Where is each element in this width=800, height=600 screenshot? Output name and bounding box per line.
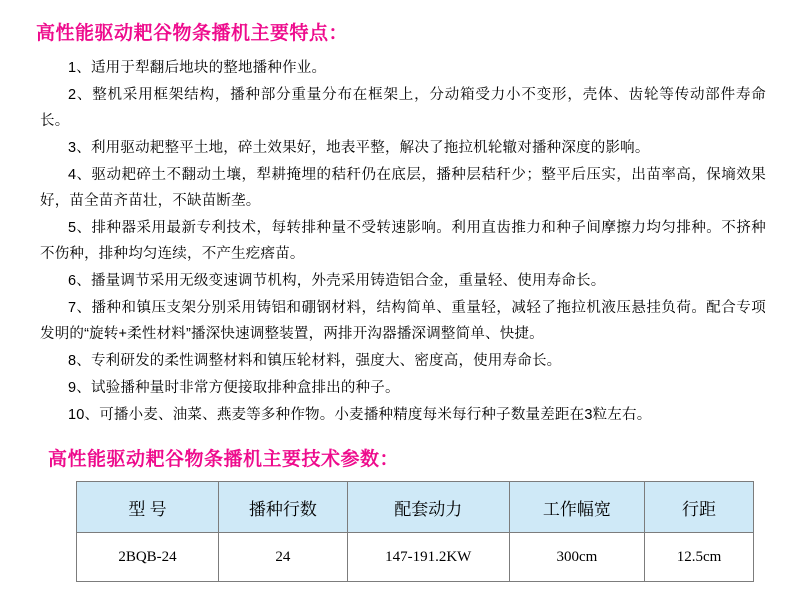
list-item: 9、试验播种量时非常方便接取排种盒排出的种子。: [68, 380, 400, 396]
table-header-cell: 型 号: [77, 482, 219, 533]
features-list: [30, 55, 770, 428]
specs-section-title: 高性能驱动耙谷物条播机主要技术参数：: [48, 449, 400, 470]
table-header-row: [77, 482, 754, 533]
table-cell-power: 147-191.2KW: [347, 533, 509, 582]
table-header-cell: 播种行数: [219, 482, 348, 533]
list-item: 7、播种和镇压支架分别采用铸铝和硼钢材料，结构简单、重量轻，减轻了拖拉机液压悬挂负荷。配合专项发明的“旋转+柔性材料”播深快速调整装置，两排开沟器播深调整简单、快捷。: [40, 300, 766, 342]
specs-table-head: [77, 482, 754, 533]
table-cell-rows: 24: [219, 533, 348, 582]
list-item: 8、专利研发的柔性调整材料和镇压轮材料，强度大、密度高，使用寿命长。: [68, 353, 562, 369]
table-header-cell: 工作幅宽: [509, 482, 644, 533]
list-item: 1、适用于犁翻后地块的整地播种作业。: [68, 60, 327, 76]
list-item: 6、播量调节采用无级变速调节机构，外壳采用铸造铝合金，重量轻、使用寿命长。: [68, 273, 606, 289]
table-cell-spacing: 12.5cm: [645, 533, 754, 582]
list-item: 5、排种器采用最新专利技术，每转排种量不受转速影响。利用直齿推力和种子间摩擦力均匀排种。不挤种不伤种，排种均匀连续，不产生疙瘩苗。: [40, 220, 766, 262]
table-header-cell: 行距: [645, 482, 754, 533]
table-row: [77, 533, 754, 582]
list-item: 10、可播小麦、油菜、燕麦等多种作物。小麦播种精度每米每行种子数量差距在3粒左右。: [68, 407, 652, 423]
list-item: 3、利用驱动耙整平土地，碎土效果好，地表平整，解决了拖拉机轮辙对播种深度的影响。: [68, 140, 650, 156]
table-header-cell: 配套动力: [347, 482, 509, 533]
list-item: 2、整机采用框架结构，播种部分重量分布在框架上，分动箱受力小不变形，壳体、齿轮等传动部件寿命长。: [40, 87, 766, 129]
list-item: 4、驱动耙碎土不翻动土壤，犁耕掩埋的秸秆仍在底层，播种层秸秆少；整平后压实，出苗率高，保墒效果好，苗全苗齐苗壮，不缺苗断垄。: [40, 167, 766, 209]
specs-table-wrapper: [76, 481, 754, 582]
table-cell-model: 2BQB-24: [77, 533, 219, 582]
table-cell-width: 300cm: [509, 533, 644, 582]
specs-table: [76, 481, 754, 582]
specs-table-body: [77, 533, 754, 582]
features-section-title: 高性能驱动耙谷物条播机主要特点：: [36, 23, 349, 44]
